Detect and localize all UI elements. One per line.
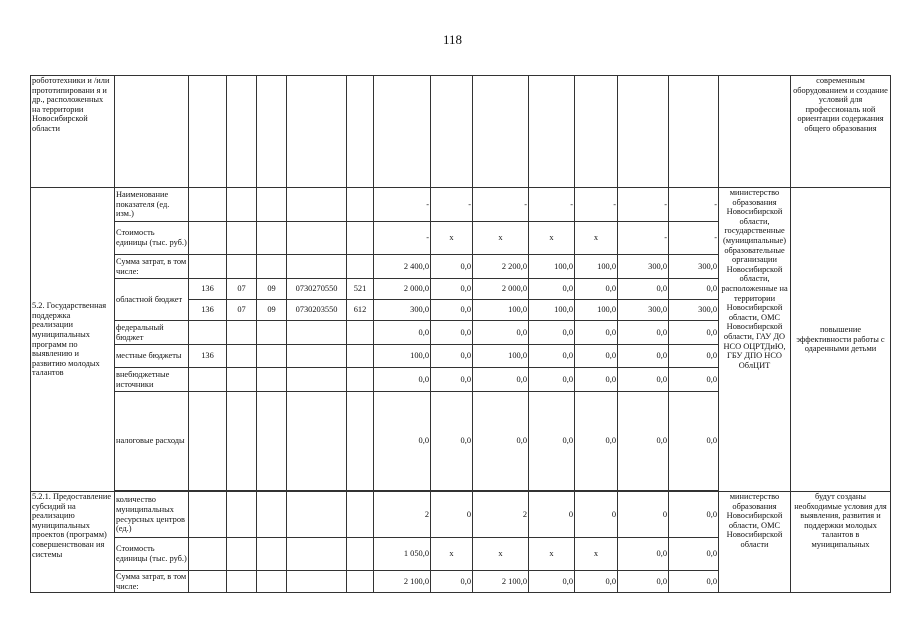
year-value: 0,0 [669,368,719,392]
total-value: 2 [374,492,431,538]
year-value: - [473,188,529,222]
csr-code: 0730203550 [287,300,347,321]
year-value: - [618,222,669,255]
year-value: 0,0 [431,300,473,321]
year-value: 0,0 [575,345,618,368]
grbs-code: 136 [189,345,227,368]
year-value: 0 [575,492,618,538]
year-value: - [575,188,618,222]
year-value: 0,0 [618,538,669,571]
year-value: 300,0 [618,255,669,279]
year-value: 0,0 [618,571,669,593]
executors: министерство образования Новосибирской области, ОМС Новосибирской области [719,492,791,593]
year-value: x [529,222,575,255]
pr-code: 09 [257,279,287,300]
rz-code: 07 [227,279,257,300]
year-value: - [529,188,575,222]
row-label: Наименование показателя (ед. изм.) [115,188,189,222]
year-value: x [575,222,618,255]
csr-code: 0730270550 [287,279,347,300]
year-value: 0,0 [669,538,719,571]
year-value: - [669,222,719,255]
continuation-activity-name: робототехники и /или прототипировани я и др., расположенных на территории Новосибирской области [31,76,115,188]
executors: министерство образования Новосибирской области, государственные (муниципальные) образовательные организации Новосибирской области, расположенные на территории Новосибирской области, ОМС Новосибирской области, ГАУ ДО НСО ОЦРТДиЮ, ГБУ ДПО НСО ОблЦИТ [719,188,791,492]
year-value: 0,0 [618,345,669,368]
year-value: x [529,538,575,571]
grbs-code [189,321,227,345]
year-value: 0,0 [431,279,473,300]
total-value: 100,0 [374,345,431,368]
year-value: 100,0 [529,255,575,279]
year-value: 0,0 [473,321,529,345]
year-value: 300,0 [669,300,719,321]
year-value: 0,0 [669,571,719,593]
year-value: 100,0 [473,300,529,321]
year-value: 0,0 [431,571,473,593]
year-value: 0,0 [473,368,529,392]
year-value: 0,0 [575,392,618,491]
year-value: 0,0 [575,368,618,392]
year-value: 0,0 [575,279,618,300]
year-value: 0,0 [431,255,473,279]
year-value: 100,0 [575,300,618,321]
grbs-code: 136 [189,279,227,300]
year-value: 0,0 [575,571,618,593]
vr-code: 612 [347,300,374,321]
total-value: 0,0 [374,321,431,345]
row-label: Сумма затрат, в том числе: [115,255,189,279]
year-value: 0,0 [529,571,575,593]
year-value: - [618,188,669,222]
total-value: - [374,222,431,255]
table-row [31,492,891,538]
year-value: 0,0 [431,368,473,392]
total-value: 300,0 [374,300,431,321]
row-label: местные бюджеты [115,345,189,368]
year-value: 2 [473,492,529,538]
table-row [31,188,891,222]
year-value: x [473,222,529,255]
vr-code: 521 [347,279,374,300]
total-value: - [374,188,431,222]
year-value: 0,0 [529,392,575,491]
year-value: 100,0 [473,345,529,368]
year-value: 0 [618,492,669,538]
total-value: 2 100,0 [374,571,431,593]
year-value: 2 200,0 [473,255,529,279]
grbs-code: 136 [189,300,227,321]
row-label: внебюджетные источники [115,368,189,392]
page-number: 118 [442,32,463,47]
rz-code: 07 [227,300,257,321]
year-value: 0,0 [618,321,669,345]
total-value: 0,0 [374,368,431,392]
year-value: 0,0 [529,345,575,368]
year-value: 100,0 [529,300,575,321]
year-value: 0,0 [529,279,575,300]
year-value: 0,0 [618,368,669,392]
year-value: 2 100,0 [473,571,529,593]
year-value: 0,0 [431,392,473,491]
year-value: 0,0 [575,321,618,345]
expected-result: повышение эффективности работы с одаренными детьми [791,188,891,492]
row-label: Стоимость единицы (тыс. руб.) [115,538,189,571]
row-label: налоговые расходы [115,392,189,491]
year-value: 0,0 [529,321,575,345]
continuation-row [31,76,891,188]
year-value: 0,0 [669,279,719,300]
row-label: областной бюджет [115,279,189,321]
year-value: 0,0 [529,368,575,392]
expected-result: будут созданы необходимые условия для выявления, развития и поддержки молодых талантов в муниципальных [791,492,891,593]
year-value: 0,0 [669,392,719,491]
total-value: 2 000,0 [374,279,431,300]
year-value: 0 [431,492,473,538]
budget-table [30,75,891,593]
row-label: количество муниципальных ресурсных центров (ед.) [115,492,189,538]
year-value: 100,0 [575,255,618,279]
year-value: - [669,188,719,222]
grbs-code [189,392,227,491]
year-value: x [431,222,473,255]
continuation-result: современным оборудованием и создание условий для профессиональ ной ориентации содержания общего образования [791,76,891,188]
year-value: - [431,188,473,222]
row-label: Сумма затрат, в том числе: [115,571,189,593]
year-value: 2 000,0 [473,279,529,300]
activity-name: 5.2. Государственная поддержка реализации муниципальных программ по выявлению и развитию молодых талантов [31,188,115,492]
year-value: 0,0 [618,392,669,491]
grbs-code [189,368,227,392]
total-value: 0,0 [374,392,431,491]
total-value: 2 400,0 [374,255,431,279]
year-value: 0,0 [473,392,529,491]
pr-code: 09 [257,300,287,321]
year-value: 0,0 [669,345,719,368]
year-value: 0,0 [431,345,473,368]
year-value: 0,0 [669,492,719,538]
year-value: 0,0 [431,321,473,345]
year-value: x [431,538,473,571]
year-value: 0 [529,492,575,538]
activity-name: 5.2.1. Предоставление субсидий на реализацию муниципальных проектов (программ) совершенствован ия системы [31,492,115,593]
year-value: x [575,538,618,571]
year-value: 300,0 [618,300,669,321]
year-value: 300,0 [669,255,719,279]
year-value: 0,0 [669,321,719,345]
total-value: 1 050,0 [374,538,431,571]
year-value: x [473,538,529,571]
year-value: 0,0 [618,279,669,300]
row-label: Стоимость единицы (тыс. руб.) [115,222,189,255]
row-label: федеральный бюджет [115,321,189,345]
